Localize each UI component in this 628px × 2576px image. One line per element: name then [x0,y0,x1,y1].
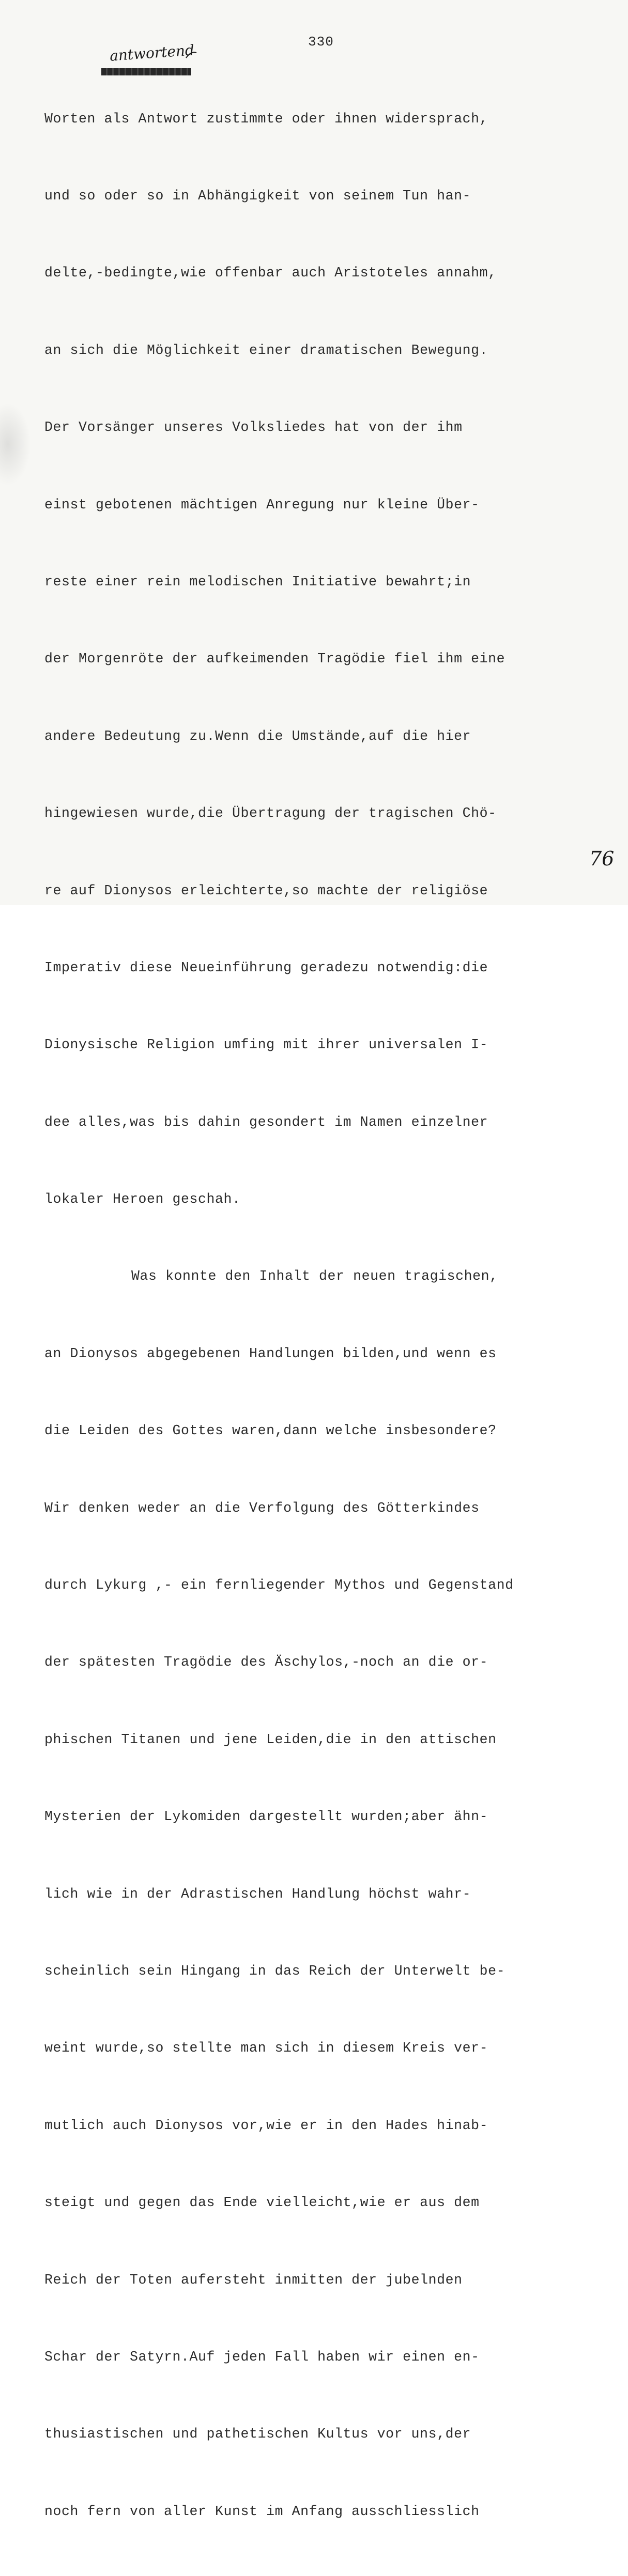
text-line: an sich die Möglichkeit einer dramatischen Bewegung. [44,342,488,358]
text-line: noch fern von aller Kunst im Anfang ausschliesslich [44,2503,480,2519]
page-number: 330 [308,34,334,50]
text-line: Dionysische Religion umfing mit ihrer universalen I- [44,1037,488,1053]
text-line: durch Lykurg ,- ein fernliegender Mythos und Gegenstand [44,1577,514,1593]
text-line: reste einer rein melodischen Initiative bewahrt;in [44,573,471,589]
text-line: einst gebotenen mächtigen Anregung nur kleine Über- [44,496,480,513]
text-line: steigt und gegen das Ende vielleicht,wie er aus dem [44,2195,480,2211]
handwritten-folio-number: 76 [589,847,615,870]
text-line: dee alles,was bis dahin gesondert im Namen einzelner [44,1114,488,1130]
text-line: Mysterien der Lykomiden dargestellt wurden;aber ähn- [44,1809,488,1825]
text-line-paragraph-start: Was konnte den Inhalt der neuen tragischen, [131,1268,498,1284]
text-line: die Leiden des Gottes waren,dann welche insbesondere? [44,1423,497,1439]
text-line: Worten als Antwort zustimmte oder ihnen widersprach, [44,111,488,127]
text-line: Der Vorsänger unseres Volksliedes hat von der ihm [44,420,463,436]
text-line: der spätesten Tragödie des Äschylos,-noch an die or- [44,1654,488,1670]
text-line: an Dionysos abgegebenen Handlungen bilden,und wenn es [44,1345,497,1361]
text-line: Schar der Satyrn.Auf jeden Fall haben wir einen en- [44,2349,480,2365]
text-line: andere Bedeutung zu.Wenn die Umstände,auf die hier [44,728,471,744]
paper-smudge [0,403,31,486]
text-line: mutlich auch Dionysos vor,wie er in den Hades hinab- [44,2117,488,2133]
text-line: weint wurde,so stellte man sich in diesem Kreis ver- [44,2040,488,2056]
text-line: thusiastischen und pathetischen Kultus vor uns,der [44,2426,471,2442]
text-line: Reich der Toten aufersteht inmitten der jubelnden [44,2272,463,2288]
text-line: lich wie in der Adrastischen Handlung höchst wahr- [44,1886,471,1902]
text-line: Imperativ diese Neueinführung geradezu notwendig:die [44,959,488,975]
text-line: Wir denken weder an die Verfolgung des Götterkindes [44,1500,480,1516]
text-line: phischen Titanen und jene Leiden,die in den attischen [44,1731,497,1747]
text-line: der Morgenröte der aufkeimenden Tragödie fiel ihm eine [44,651,506,667]
text-line: delte,-bedingte,wie offenbar auch Aristoteles annahm, [44,265,497,281]
text-line: scheinlich sein Hingang in das Reich der Unterwelt be- [44,1963,506,1979]
typed-body-text [44,55,561,2576]
text-line: hingewiesen wurde,die Übertragung der tragischen Chö- [44,805,497,821]
handwritten-insertion: antwortend [109,41,195,65]
text-line: lokaler Heroen geschah. [44,1191,241,1207]
text-line: und so oder so in Abhängigkeit von seinem Tun han- [44,188,471,204]
text-line: re auf Dionysos erleichterte,so machte der religiöse [44,882,488,898]
